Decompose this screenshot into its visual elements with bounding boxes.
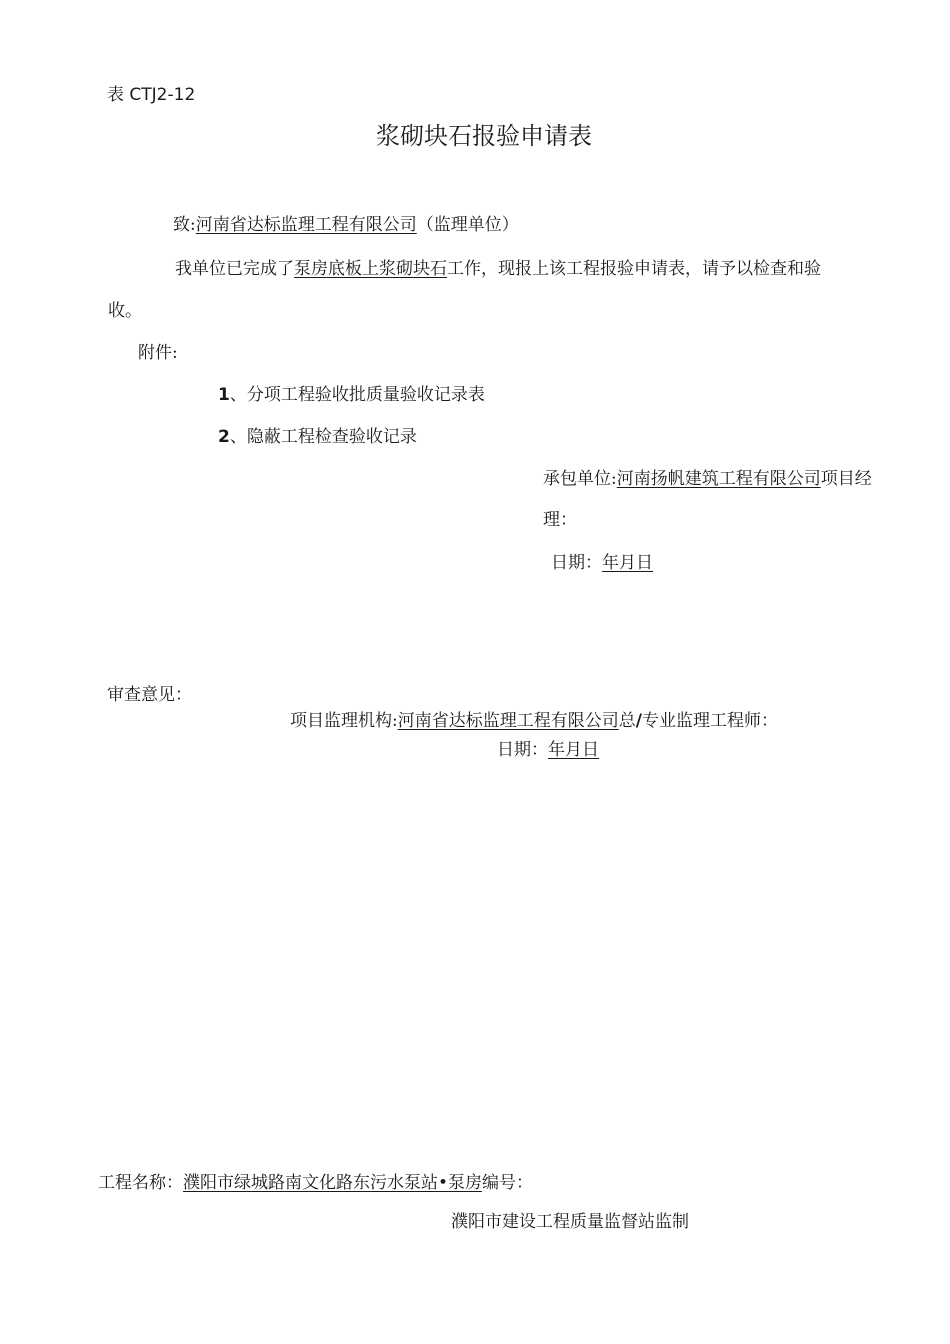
addressee-suffix: （监理单位） — [416, 215, 519, 235]
number-label: 编号： — [482, 1173, 534, 1193]
review-org-prefix: 项目监理机构: — [290, 711, 398, 731]
body-line-1 — [175, 254, 821, 279]
form-code: 表 CTJ2-12 — [107, 85, 196, 105]
contractor-prefix: 承包单位: — [543, 469, 617, 489]
review-date — [497, 735, 599, 760]
date-value: 年月日 — [548, 740, 599, 760]
project-label: 工程名称： — [98, 1173, 183, 1193]
body-suffix: 工作，现报上该工程报验申请表，请予以检查和验 — [447, 259, 821, 279]
review-engineer-label: 专业监理工程师： — [641, 711, 778, 731]
project-name: 濮阳市绿城路南文化路东污水泵站•泵房 — [183, 1173, 483, 1193]
project-line — [98, 1168, 533, 1193]
supervisor-company: 河南省达标监理工程有限公司 — [195, 215, 417, 235]
issuer: 濮阳市建设工程质量监督站监制 — [451, 1212, 689, 1232]
work-name: 泵房底板上浆砌块石 — [294, 259, 447, 279]
body-line-2: 收。 — [108, 301, 142, 321]
review-org-suffix: 总 — [618, 711, 636, 731]
date-value: 年月日 — [602, 553, 653, 573]
date-label: 日期： — [497, 740, 548, 760]
date-label: 日期： — [551, 553, 602, 573]
review-label: 审查意见： — [107, 685, 192, 705]
contractor-line — [543, 464, 872, 489]
contractor-company: 河南扬帆建筑工程有限公司 — [616, 469, 821, 489]
attachment-item-2 — [218, 422, 417, 447]
review-org-line — [290, 706, 778, 731]
attachment-number: 1 — [218, 385, 230, 405]
attachment-text: 、分项工程验收批质量验收记录表 — [229, 385, 485, 405]
addressee-line — [173, 210, 519, 235]
review-org-company: 河南省达标监理工程有限公司 — [397, 711, 619, 731]
body-prefix: 我单位已完成了 — [175, 259, 294, 279]
attachment-number: 2 — [218, 427, 230, 447]
contractor-date — [551, 548, 653, 573]
attachments-label: 附件: — [138, 343, 178, 363]
addressee-prefix: 致: — [173, 215, 196, 235]
contractor-suffix: 项目经 — [820, 469, 872, 489]
page-title: 浆砌块石报验申请表 — [376, 122, 592, 150]
review-org-slash: / — [635, 711, 642, 731]
attachment-item-1 — [218, 380, 485, 405]
contractor-line-2: 理： — [543, 510, 577, 530]
attachment-text: 、隐蔽工程检查验收记录 — [229, 427, 417, 447]
